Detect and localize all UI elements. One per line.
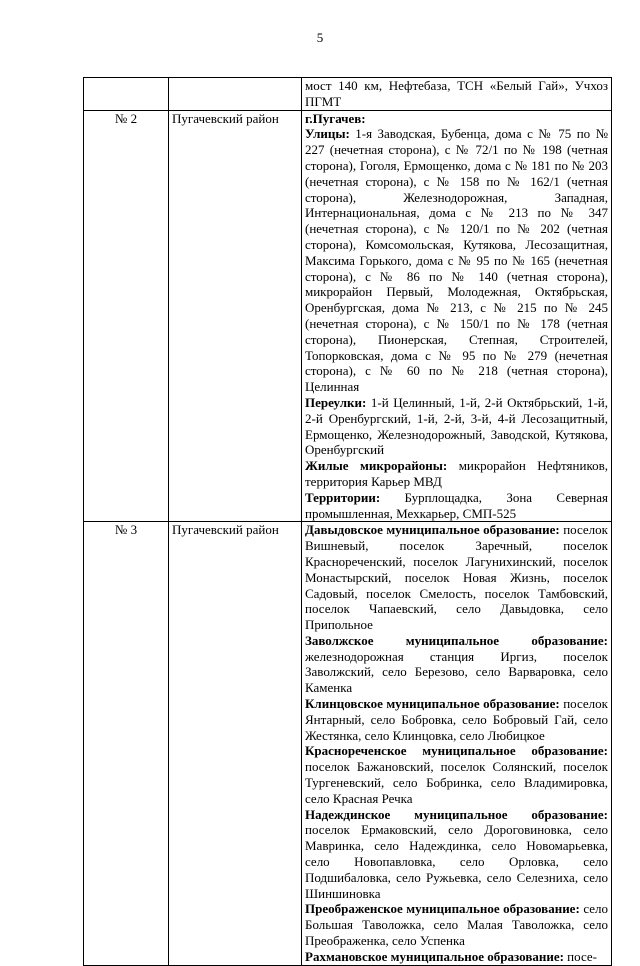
district-number-cell: № 2 <box>84 110 169 522</box>
page-number: 5 <box>316 30 324 45</box>
description-paragraph <box>305 458 608 490</box>
paragraph-label: г.Пугачев: <box>305 110 366 126</box>
district-name-cell: Пугачевский район <box>169 110 302 522</box>
district-number-cell <box>84 78 169 111</box>
description-paragraph <box>305 78 608 110</box>
description-paragraph <box>305 395 608 458</box>
paragraph-text: поселок Бажановский, поселок Солянский, поселок Тургеневский, село Бобринка, село Владимировка, село Красная Речка <box>305 759 608 806</box>
description-paragraph <box>305 807 608 902</box>
district-name-cell <box>169 78 302 111</box>
paragraph-label: Краснореченское муниципальное образование: <box>305 743 608 759</box>
description-paragraph <box>305 126 608 395</box>
district-description-cell <box>302 78 612 111</box>
paragraph-label: Преображенское муниципальное образование: <box>305 901 580 917</box>
paragraph-text: поселок Янтарный, село Бобровка, село Бобровый Гай, село Жестянка, село Клинцовка, село Любицкое <box>305 696 608 743</box>
paragraph-label: Территории: <box>305 489 381 505</box>
paragraph-label: Переулки: <box>305 394 367 410</box>
district-name-cell: Пугачевский район <box>169 522 302 965</box>
paragraph-text: микрорайон Нефтяников, территория Карьер МВД <box>305 458 608 489</box>
description-paragraph <box>305 111 608 127</box>
paragraph-text: мост 140 км, Нефтебаза, ТСН «Белый Гай», Учхоз ПГМТ <box>305 78 608 109</box>
table-row <box>84 522 612 965</box>
district-description-cell <box>302 110 612 522</box>
description-paragraph <box>305 490 608 522</box>
district-table-body <box>84 78 612 966</box>
paragraph-label: Заволжское муниципальное образование: <box>305 632 608 648</box>
paragraph-label: Жилые микрорайоны: <box>305 458 448 474</box>
paragraph-text: железнодорожная станция Иргиз, поселок Заволжский, село Березово, село Варваровка, село Каменка <box>305 648 608 696</box>
paragraph-text: поселок Ермаковский, село Дороговиновка, село Мавринка, село Надеждинка, село Новомарьевка, село Новопавловка, село Орловка, село Подшибаловка, село Ружьевка, село Селезниха, село Шиншиновка <box>305 822 608 901</box>
paragraph-text: 1-й Целинный, 1-й, 2-й Октябрьский, 1-й, 2-й Оренбургский, 1-й, 2-й, 3-й, 4-й Лесозащитный, Ермощенко, Железнодорожный, Заводской, Кутякова, Оренбургский <box>305 394 608 458</box>
description-paragraph <box>305 949 608 965</box>
paragraph-text: поселок Вишневый, поселок Заречный, поселок Краснореченский, поселок Лагунихинский, поселок Монастырский, поселок Новая Жизнь, поселок Садовый, поселок Смелость, поселок Тамбовский, поселок Чапаевский, село Давыдовка, село Припольное <box>305 522 608 633</box>
description-paragraph <box>305 901 608 948</box>
description-paragraph <box>305 743 608 806</box>
paragraph-text: 1-я Заводская, Бубенца, дома с № 75 по № 227 (нечетная сторона), с № 72/1 по № 198 (четная сторона), Гоголя, Ермощенко, дома с № 181 по № 203 (нечетная сторона), с № 158 по № 162/1 (четная сторона), Железнодорожная, Западная, Интернациональная, дома с № 213 по № 347 (нечетная сторона), с № 120/1 по № 202 (четная сторона), Комсомольская, Кутякова, Лесозащитная, Максима Горького, дома с № 95 по № 165 (нечетная сторона), с № 86 по № 140 (четная сторона), микрорайон Первый, Молодежная, Октябрьская, Оренбургская, дома № 213, с № 215 по № 245 (нечетная сторона), с № 150/1 по № 178 (четная сторона), Пионерская, Степная, Строителей, Топорковская, дома с № 95 по № 279 (нечетная сторона), с № 60 по № 218 (четная сторона), Целинная <box>305 126 608 395</box>
description-paragraph <box>305 633 608 696</box>
paragraph-label: Давыдовское муниципальное образование: <box>305 522 560 538</box>
paragraph-text: Бурплощадка, Зона Северная промышленная, Мехкарьер, СМП-525 <box>305 489 608 521</box>
table-row <box>84 78 612 111</box>
district-description-cell <box>302 522 612 965</box>
paragraph-label: Клинцовское муниципальное образование: <box>305 696 560 712</box>
paragraph-label: Улицы: <box>305 126 350 142</box>
district-table <box>83 77 612 966</box>
paragraph-label: Надеждинское муниципальное образование: <box>305 806 608 822</box>
paragraph-text: посе- <box>563 948 597 964</box>
table-row <box>84 110 612 522</box>
description-paragraph <box>305 696 608 743</box>
district-number-cell: № 3 <box>84 522 169 965</box>
paragraph-label: Рахмановское муниципальное образование: <box>305 948 564 964</box>
description-paragraph <box>305 522 608 633</box>
paragraph-text: село Большая Таволожка, село Малая Таволожка, село Преображенка, село Успенка <box>305 901 608 949</box>
